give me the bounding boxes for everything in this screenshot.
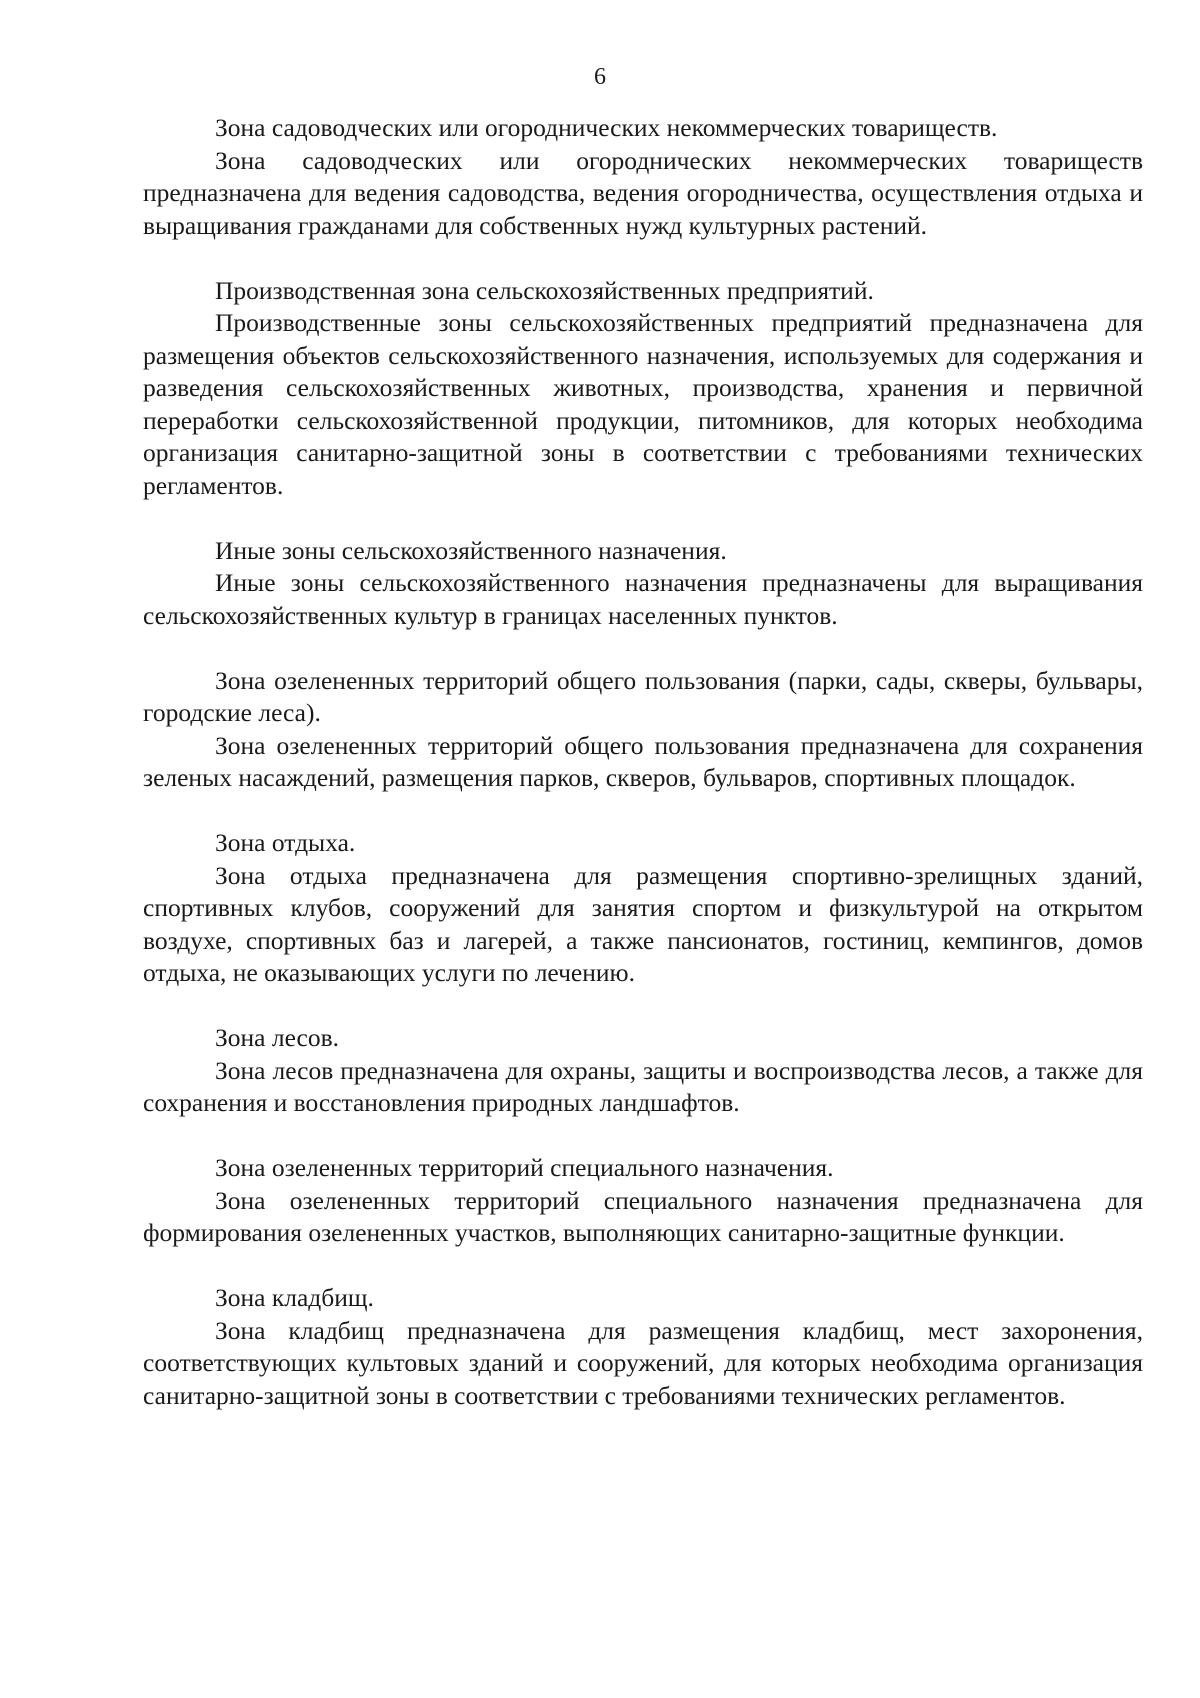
section-heading: Зона садоводческих или огороднических некоммерческих товариществ. (215, 113, 998, 142)
section-body: Иные зоны сельскохозяйственного назначения предназначены для выращивания сельскохозяйственных культур в границах населенных пунктов. (143, 568, 1143, 630)
section-body: Зона лесов предназначена для охраны, защиты и воспроизводства лесов, а также для сохранения и восстановления природных ландшафтов. (143, 1055, 1143, 1117)
section-heading: Зона лесов. (215, 1023, 340, 1052)
section-recreation-zone (143, 827, 1143, 990)
section-heading: Зона озелененных территорий общего пользования (парки, сады, скверы, бульвары, городские леса). (143, 665, 1143, 727)
section-body: Производственные зоны сельскохозяйственных предприятий предназначена для размещения объектов сельскохозяйственного назначения, используемых для содержания и разведения сельскохозяйственных животных, производства, хранения и первичной переработки сельскохозяйственной продукции, питомников, для которых необходима организация санитарно-защитной зоны в соответствии с требованиями технических регламентов. (143, 308, 1143, 500)
section-body: Зона садоводческих или огороднических некоммерческих товариществ предназначена для ведения садоводства, ведения огородничества, осуществления отдыха и выращивания гражданами для собственных нужд культурных растений. (143, 145, 1143, 240)
section-other-agricultural-zones (143, 535, 1143, 633)
section-body: Зона отдыха предназначена для размещения спортивно-зрелищных зданий, спортивных клубов, сооружений для занятия спортом и физкультурой на открытом воздухе, спортивных баз и лагерей, а также пансионатов, гостиниц, кемпингов, домов отдыха, не оказывающих услуги по лечению. (143, 860, 1143, 987)
section-forest-zone (143, 1022, 1143, 1120)
section-body: Зона озелененных территорий общего пользования предназначена для сохранения зеленых насаждений, размещения парков, скверов, бульваров, спортивных площадок. (143, 730, 1143, 792)
section-special-green-zone (143, 1152, 1143, 1250)
section-body: Зона озелененных территорий специального назначения предназначена для формирования озелененных участков, выполняющих санитарно-защитные функции. (143, 1185, 1143, 1247)
section-heading: Зона озелененных территорий специального назначения. (215, 1153, 834, 1182)
section-body: Зона кладбищ предназначена для размещения кладбищ, мест захоронения, соответствующих культовых зданий и сооружений, для которых необходима организация санитарно-защитной зоны в соответствии с требованиями технических регламентов. (143, 1315, 1143, 1410)
section-heading: Зона отдыха. (215, 828, 356, 857)
section-heading: Иные зоны сельскохозяйственного назначения. (215, 535, 727, 565)
page-number: 6 (594, 64, 606, 90)
document-body (143, 112, 1143, 1445)
section-public-green-zone (143, 665, 1143, 795)
section-heading: Производственная зона сельскохозяйственных предприятий. (215, 275, 874, 305)
section-heading: Зона кладбищ. (215, 1283, 374, 1312)
section-cemetery-zone (143, 1282, 1143, 1412)
section-agricultural-production-zone (143, 275, 1143, 503)
section-gardening-zone (143, 112, 1143, 242)
